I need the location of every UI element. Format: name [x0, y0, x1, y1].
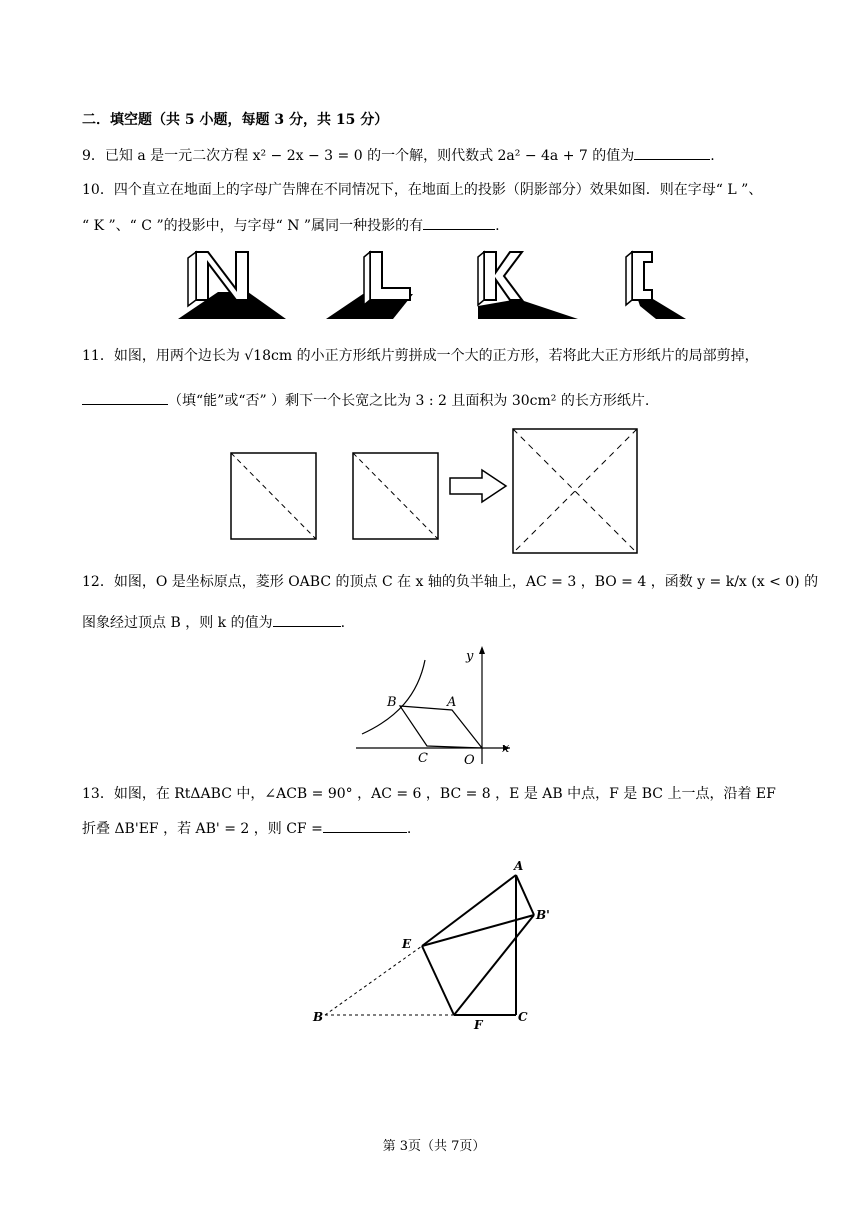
page-footer: 第 3页（共 7页）	[382, 1139, 486, 1154]
section-heading: 二．填空题（共 5 小题，每题 3 分，共 15 分）	[82, 112, 389, 128]
answer-blank-13[interactable]	[323, 818, 407, 833]
question-9-end: .	[710, 148, 715, 164]
squares-figure	[228, 425, 648, 557]
point-b-label: B	[387, 695, 397, 710]
question-13-line1: 13．如图，在 RtΔABC 中，∠ACB = 90° ，AC = 6 ，BC = 8 ，E 是 AB 中点，F 是 BC 上一点，沿着 EF	[82, 786, 776, 802]
point-f-label: F	[474, 1018, 483, 1032]
l-letter	[370, 252, 410, 300]
letter-shadows-figure	[178, 244, 688, 324]
question-11-line1: 11．如图，用两个边长为 √18cm 的小正方形纸片剪拼成一个大的正方形，若将此大正方形纸片的局部剪掉，	[82, 348, 759, 364]
question-13-line2-text: 折叠 ΔB'EF ，若 AB' = 2 ，则 CF =	[82, 821, 323, 837]
question-13-end: .	[406, 821, 412, 837]
question-12-line1: 12．如图，O 是坐标原点，菱形 OABC 的顶点 C 在 x 轴的负半轴上，AC = 3 ，BO = 4 ，函数 y = k/x (x < 0) 的	[82, 574, 819, 590]
question-9	[82, 145, 715, 166]
point-c-label: C	[518, 1010, 528, 1024]
point-a-label: A	[447, 695, 457, 710]
answer-blank-9[interactable]	[634, 145, 710, 160]
question-10-line2	[82, 215, 500, 236]
segment-eb-prime	[422, 915, 534, 946]
small-square-2-diagonal	[353, 453, 438, 539]
question-11-line2	[82, 390, 649, 411]
question-10-line1: 10．四个直立在地面上的字母广告牌在不同情况下，在地面上的投影（阴影部分）效果如图．则在字母“ L ”、	[82, 182, 763, 198]
k-shadow	[478, 299, 578, 319]
letter-l-billboard	[326, 252, 413, 319]
triangle-fold-figure	[310, 855, 560, 1035]
point-b-label: B	[313, 1010, 324, 1024]
question-10-line2-text: “ K ”、“ C ”的投影中，与字母“ N ”属同一种投影的有	[82, 218, 424, 234]
question-12-line2-text: 图象经过顶点 B ，则 k 的值为	[82, 615, 273, 631]
point-b-prime-label: B'	[536, 908, 550, 922]
question-9-text: 9．已知 a 是一元二次方程 x² − 2x − 3 = 0 的一个解，则代数式 2a² − 4a + 7 的值为	[82, 148, 635, 164]
question-10-end: .	[495, 218, 500, 234]
answer-blank-11[interactable]	[82, 390, 168, 405]
letter-n-billboard	[178, 252, 286, 319]
y-axis-arrow-icon	[479, 646, 485, 654]
point-c-label: C	[418, 751, 428, 766]
rhombus-oabc	[400, 706, 482, 748]
answer-blank-10[interactable]	[423, 215, 495, 230]
segment-be-dashed	[325, 946, 422, 1015]
right-arrow-icon	[450, 470, 506, 502]
letter-k-billboard	[478, 252, 578, 319]
segment-fb-prime	[454, 915, 534, 1015]
y-axis-label: y	[466, 649, 474, 664]
point-a-label: A	[514, 859, 524, 873]
point-o-label: O	[464, 753, 475, 768]
point-e-label: E	[402, 937, 412, 951]
segment-ab-prime	[516, 875, 534, 915]
question-11-line2-text: （填“能”或“否” ）剩下一个长宽之比为 3 : 2 且面积为 30cm² 的长方形纸片.	[168, 393, 650, 409]
rhombus-figure	[352, 640, 522, 770]
answer-blank-12[interactable]	[273, 612, 341, 627]
c-letter	[632, 252, 652, 300]
x-axis-label: x	[502, 741, 510, 756]
question-12-end: .	[340, 615, 346, 631]
k-letter	[484, 252, 522, 300]
letter-c-billboard	[626, 252, 686, 319]
segment-ef	[422, 946, 454, 1015]
question-13-line2	[82, 818, 411, 839]
question-12-line2	[82, 612, 345, 633]
segment-ae	[422, 875, 516, 946]
small-square-1-diagonal	[231, 453, 316, 539]
